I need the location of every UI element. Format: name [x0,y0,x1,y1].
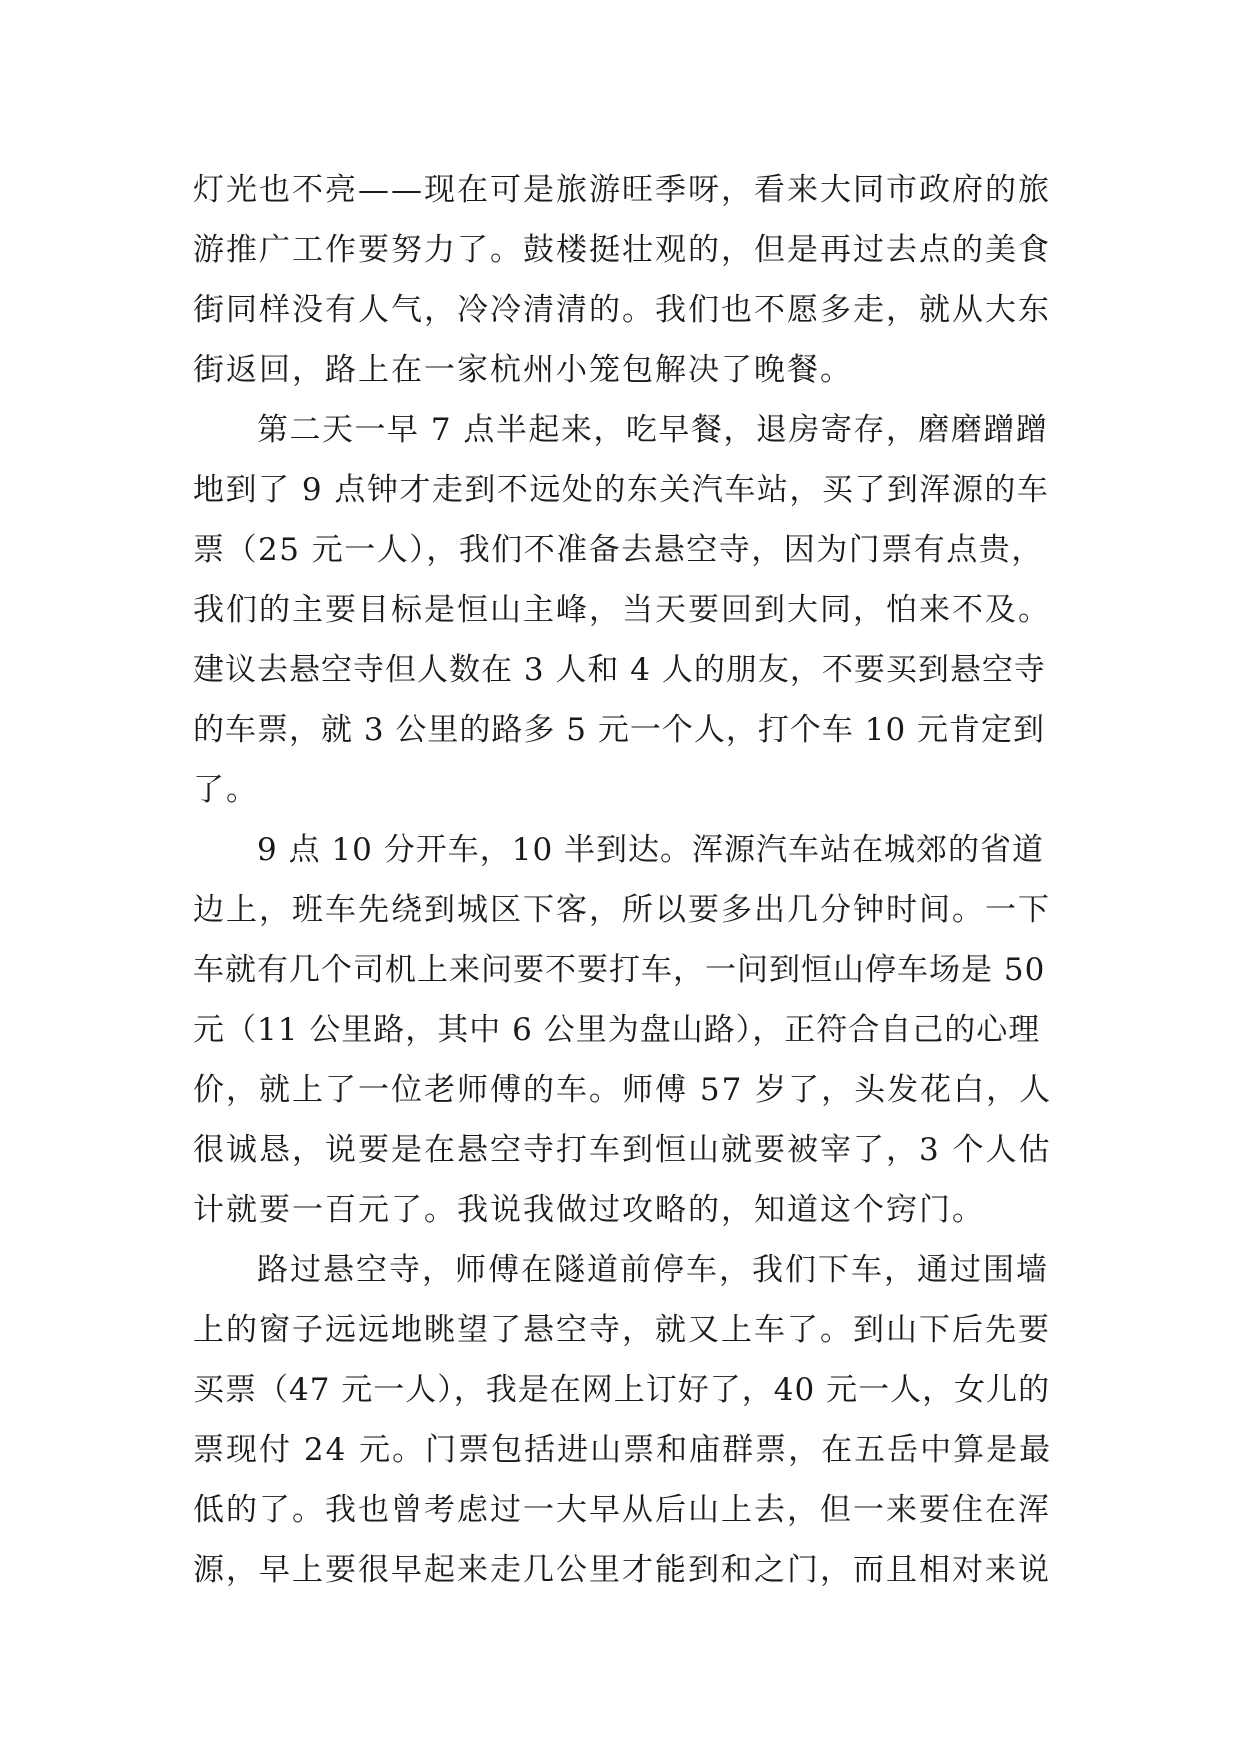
text-line: 票（25 元一人），我们不准备去悬空寺，因为门票有点贵， [193,532,1044,568]
text-line: 地到了 9 点钟才走到不远处的东关汽车站，买了到浑源的车 [193,472,1050,508]
text-line: 买票（47 元一人），我是在网上订好了，40 元一人，女儿的 [193,1372,1051,1408]
text-line: 上的窗子远远地眺望了悬空寺，就又上车了。到山下后先要 [193,1312,1051,1348]
text-line: 第二天一早 7 点半起来，吃早餐，退房寄存，磨磨蹭蹭 [257,412,1049,448]
text-line: 了。 [193,772,259,808]
text-line: 路过悬空寺，师傅在隧道前停车，我们下车，通过围墙 [257,1252,1049,1288]
text-line: 边上，班车先绕到城区下客，所以要多出几分钟时间。一下 [193,892,1051,928]
text-line: 源，早上要很早起来走几公里才能到和之门，而且相对来说 [193,1552,1051,1588]
text-line: 价，就上了一位老师傅的车。师傅 57 岁了，头发花白，人 [193,1072,1053,1108]
text-line: 灯光也不亮——现在可是旅游旺季呀，看来大同市政府的旅 [193,172,1051,208]
text-line: 建议去悬空寺但人数在 3 人和 4 人的朋友，不要买到悬空寺 [193,652,1046,688]
text-line: 车就有几个司机上来问要不要打车，一问到恒山停车场是 50 [193,952,1046,988]
text-line: 很诚恳，说要是在悬空寺打车到恒山就要被宰了，3 个人估 [193,1132,1052,1168]
text-line: 元（11 公里路，其中 6 公里为盘山路），正符合自己的心理 [193,1012,1041,1048]
text-line: 9 点 10 分开车，10 半到达。浑源汽车站在城郊的省道 [257,832,1045,868]
text-line: 票现付 24 元。门票包括进山票和庙群票，在五岳中算是最 [193,1432,1053,1468]
text-line: 计就要一百元了。我说我做过攻略的，知道这个窍门。 [193,1192,985,1228]
body-text [193,160,1053,1600]
text-line: 街同样没有人气，冷冷清清的。我们也不愿多走，就从大东 [193,292,1051,328]
text-line: 我们的主要目标是恒山主峰，当天要回到大同，怕来不及。 [193,592,1051,628]
text-line: 的车票，就 3 公里的路多 5 元一个人，打个车 10 元肯定到 [193,712,1046,748]
text-line: 街返回，路上在一家杭州小笼包解决了晚餐。 [193,352,853,388]
text-line: 游推广工作要努力了。鼓楼挺壮观的，但是再过去点的美食 [193,232,1051,268]
text-line: 低的了。我也曾考虑过一大早从后山上去，但一来要住在浑 [193,1492,1051,1528]
